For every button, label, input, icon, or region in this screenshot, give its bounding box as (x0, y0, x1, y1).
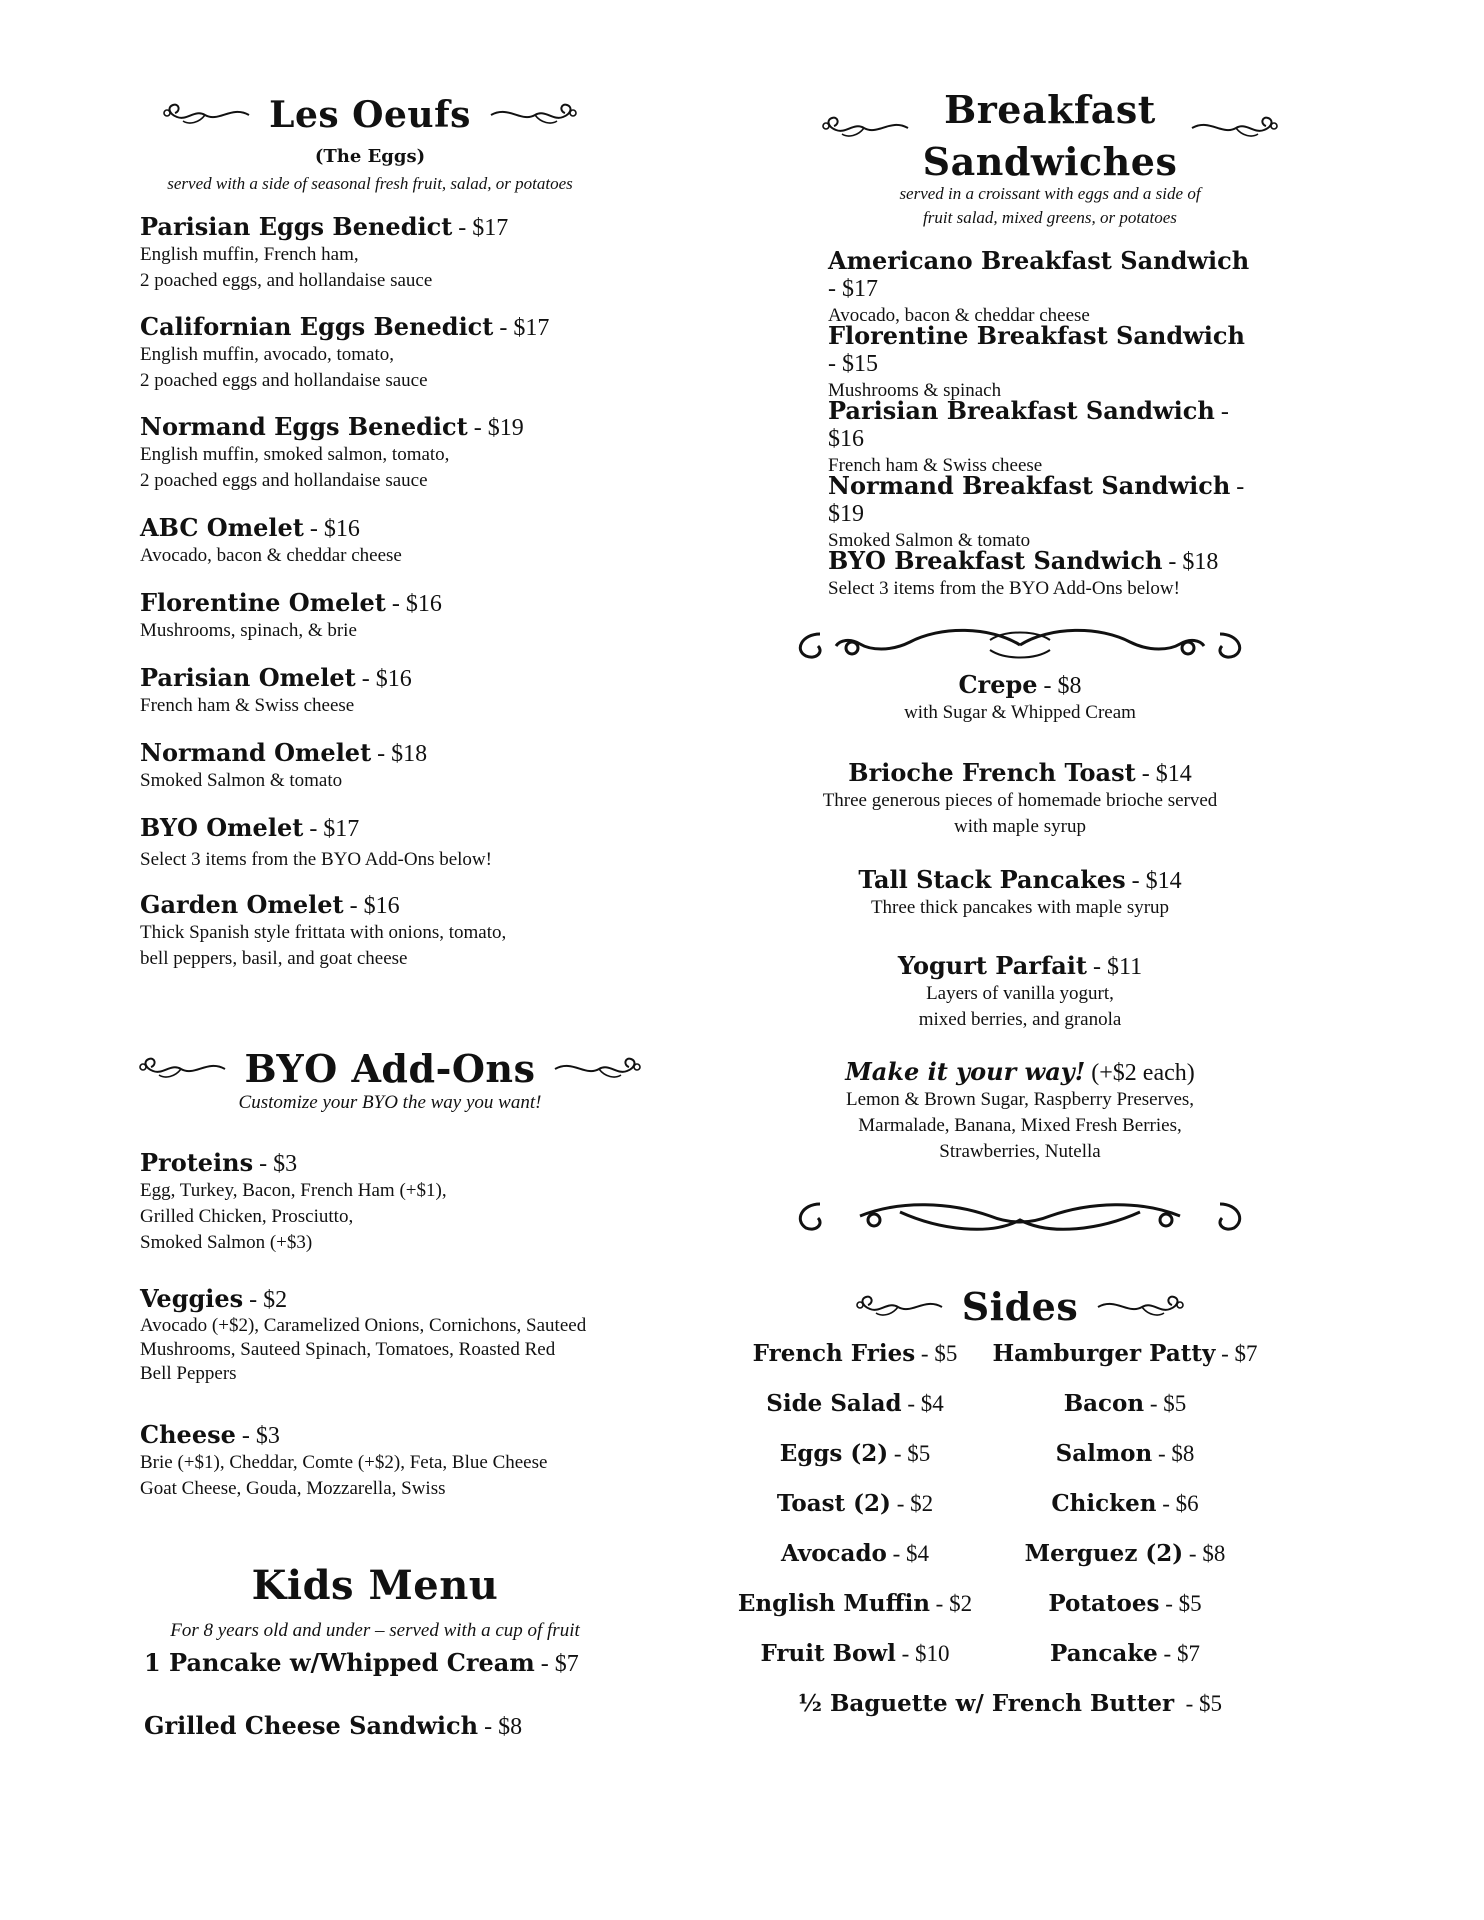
item-desc: with maple syrup (954, 816, 1086, 837)
sandwiches-note-line2: fruit salad, mixed greens, or potatoes (923, 208, 1177, 227)
item-name: Pancake (1050, 1640, 1158, 1667)
item-desc: Bell Peppers (140, 1363, 237, 1384)
flourish-right-icon (485, 101, 579, 129)
kids-title: Kids Menu (251, 1562, 499, 1609)
menu-item (140, 212, 508, 294)
item-price: - $11 (1086, 954, 1143, 980)
item-name: Avocado (780, 1540, 887, 1567)
item-desc: Grilled Chicken, Prosciutto, (140, 1206, 354, 1227)
item-price: (+$2 each) (1085, 1060, 1195, 1086)
item-name: Proteins (140, 1148, 254, 1177)
item-desc: 2 poached eggs and hollandaise sauce (140, 370, 428, 391)
item-desc: Select 3 items from the BYO Add-Ons below! (140, 849, 492, 870)
item-price: - $17 (303, 816, 360, 842)
item-price: - $7 (534, 1651, 579, 1677)
item-desc: French ham & Swiss cheese (140, 695, 355, 716)
menu-item (140, 513, 402, 569)
item-price: - $14 (1125, 868, 1182, 894)
item-price: - $16 (303, 516, 360, 542)
item-desc: English muffin, avocado, tomato, (140, 344, 394, 365)
item-name: ABC Omelet (140, 513, 304, 542)
item-price: - $10 (895, 1641, 950, 1666)
item-price: - $8 (1037, 673, 1082, 699)
item-name: Parisian Eggs Benedict (140, 212, 453, 241)
item-desc: Three thick pancakes with maple syrup (870, 897, 1170, 918)
item-name: English Muffin (737, 1590, 930, 1617)
item-price: - $4 (886, 1541, 930, 1566)
addons-header (120, 1044, 660, 1093)
item-price: - $7 (1215, 1341, 1258, 1366)
item-price: - $17 (452, 215, 509, 241)
item-name: Californian Eggs Benedict (140, 312, 494, 341)
item-name: ½ Baguette w/ French Butter (797, 1690, 1175, 1717)
item-name: Yogurt Parfait (897, 951, 1087, 980)
menu-item (140, 663, 412, 719)
item-desc: 2 poached eggs and hollandaise sauce (140, 470, 428, 491)
item-desc: with Sugar & Whipped Cream (904, 702, 1136, 723)
item-price: - $5 (888, 1441, 931, 1466)
oeufs-header (140, 92, 600, 139)
side-item (990, 1590, 1260, 1617)
item-price: - $16 (343, 893, 400, 919)
sandwiches-title-line2: Sandwiches (922, 139, 1178, 184)
item-name: Tall Stack Pancakes (858, 865, 1126, 894)
menu-item (140, 1420, 547, 1502)
item-price: - $2 (243, 1287, 288, 1313)
menu-item (140, 588, 442, 644)
parfait-item (790, 951, 1250, 1033)
item-price: - $14 (1135, 761, 1192, 787)
item-name: BYO Omelet (140, 813, 304, 842)
item-name: Parisian Omelet (140, 663, 356, 692)
item-desc: Mushrooms, spinach, & brie (140, 620, 357, 641)
sandwiches-header (820, 84, 1280, 188)
item-name: Bacon (1063, 1390, 1145, 1417)
item-name: Brioche French Toast (848, 758, 1136, 787)
item-name: Eggs (2) (779, 1440, 889, 1467)
item-price: - $18 (371, 741, 428, 767)
item-price: - $16 (355, 666, 412, 692)
item-price: - $16 (828, 399, 1229, 452)
item-desc: Mushrooms & spinach (828, 380, 1002, 401)
item-price: - $3 (235, 1423, 280, 1449)
item-desc: Three generous pieces of homemade brioche served (822, 790, 1218, 811)
item-price: - $15 (828, 351, 878, 377)
oeufs-subtitle: (The Eggs) (314, 146, 426, 167)
flourish-left-icon (820, 114, 914, 142)
item-name: Fruit Bowl (760, 1640, 896, 1667)
side-item (990, 1540, 1260, 1567)
item-price: - $2 (929, 1591, 973, 1616)
menu-item (140, 412, 524, 494)
item-price: - $6 (1156, 1491, 1199, 1516)
item-name: Grilled Cheese Sandwich (144, 1711, 479, 1740)
sides-title: Sides (961, 1284, 1079, 1329)
item-desc: Marmalade, Banana, Mixed Fresh Berries, (858, 1115, 1182, 1136)
item-desc: 2 poached eggs, and hollandaise sauce (140, 270, 433, 291)
item-desc: Smoked Salmon & tomato (828, 530, 1031, 551)
item-name: Parisian Breakfast Sandwich (828, 396, 1215, 425)
menu-item (140, 1148, 447, 1256)
oeufs-title: Les Oeufs (269, 94, 471, 136)
side-item (730, 1640, 980, 1667)
item-desc: mixed berries, and granola (918, 1009, 1122, 1030)
item-name: Salmon (1055, 1440, 1153, 1467)
side-item (990, 1390, 1260, 1417)
flourish-left-icon (137, 1055, 231, 1083)
item-price: - $8 (1183, 1541, 1226, 1566)
item-name: Garden Omelet (140, 890, 344, 919)
item-price: - $3 (253, 1151, 298, 1177)
item-desc: Goat Cheese, Gouda, Mozzarella, Swiss (140, 1478, 446, 1499)
menu-item (828, 546, 1218, 602)
item-name: Veggies (140, 1284, 244, 1313)
item-price: - $8 (1152, 1441, 1195, 1466)
side-item (790, 1690, 1230, 1717)
item-desc: bell peppers, basil, and goat cheese (140, 948, 408, 969)
item-desc: English muffin, French ham, (140, 244, 359, 265)
item-name: Cheese (140, 1420, 236, 1449)
item-desc: Avocado (+$2), Caramelized Onions, Cornichons, Sauteed (140, 1315, 587, 1336)
flourish-left-icon (161, 101, 255, 129)
item-price: - $2 (890, 1491, 934, 1516)
item-price: - $19 (467, 415, 524, 441)
menu-item (828, 321, 1250, 404)
sandwiches-title-line1: Breakfast (944, 87, 1156, 132)
item-name: French Fries (752, 1340, 916, 1367)
item-name: Chicken (1051, 1490, 1157, 1517)
item-price: - $16 (385, 591, 442, 617)
menu-item (140, 813, 492, 873)
flourish-right-icon (1186, 114, 1280, 142)
side-item (730, 1390, 980, 1417)
side-item (730, 1340, 980, 1367)
item-desc: Brie (+$1), Cheddar, Comte (+$2), Feta, Blue Cheese (140, 1452, 548, 1473)
sandwiches-note-line1: served in a croissant with eggs and a side of (899, 184, 1201, 203)
item-name: Hamburger Patty (992, 1340, 1216, 1367)
menu-item (144, 1648, 579, 1678)
item-desc: Strawberries, Nutella (939, 1141, 1101, 1162)
item-price: - $19 (828, 474, 1245, 527)
item-name: Florentine Breakfast Sandwich (828, 321, 1245, 350)
item-name: Florentine Omelet (140, 588, 386, 617)
item-name: Merguez (2) (1024, 1540, 1184, 1567)
item-desc: Smoked Salmon & tomato (140, 770, 343, 791)
item-price: - $4 (901, 1391, 944, 1416)
item-desc: Thick Spanish style frittata with onions, tomato, (140, 922, 507, 943)
item-price: - $5 (915, 1341, 958, 1366)
menu-item (828, 471, 1250, 554)
menu-item (140, 312, 549, 394)
side-item (730, 1490, 980, 1517)
menu-item (828, 246, 1250, 329)
item-name: Normand Breakfast Sandwich (828, 471, 1231, 500)
flourish-left-icon (854, 1293, 948, 1321)
item-desc: Lemon & Brown Sugar, Raspberry Preserves, (845, 1089, 1195, 1110)
item-desc: Mushrooms, Sauteed Spinach, Tomatoes, Roasted Red (140, 1339, 556, 1360)
flourish-right-icon (1092, 1293, 1186, 1321)
side-item (990, 1490, 1260, 1517)
item-price: - $17 (828, 276, 878, 302)
item-desc: Egg, Turkey, Bacon, French Ham (+$1), (140, 1180, 447, 1201)
menu-item (144, 1711, 522, 1741)
item-desc: Layers of vanilla yogurt, (926, 983, 1114, 1004)
kids-note: For 8 years old and under – served with a cup of fruit (170, 1620, 580, 1641)
menu-item (140, 738, 427, 794)
item-price: - $18 (1162, 549, 1219, 575)
side-item (730, 1540, 980, 1567)
item-desc: Select 3 items from the BYO Add-Ons below! (828, 578, 1180, 599)
item-desc: English muffin, smoked salmon, tomato, (140, 444, 450, 465)
sandwiches-note (820, 182, 1280, 230)
item-name: Potatoes (1048, 1590, 1160, 1617)
custom-item (790, 1057, 1250, 1165)
item-name: BYO Breakfast Sandwich (828, 546, 1163, 575)
item-name: 1 Pancake w/Whipped Cream (144, 1648, 535, 1677)
side-item (730, 1440, 980, 1467)
addons-note: Customize your BYO the way you want! (238, 1092, 542, 1113)
item-desc: Smoked Salmon (+$3) (140, 1232, 313, 1253)
item-name: Americano Breakfast Sandwich (828, 246, 1250, 275)
item-price: - $5 (1174, 1691, 1223, 1716)
item-name: Make it your way! (845, 1057, 1086, 1086)
item-desc: French ham & Swiss cheese (828, 455, 1043, 476)
side-item (990, 1440, 1260, 1467)
item-price: - $5 (1144, 1391, 1187, 1416)
divider-flourish-icon (790, 620, 1250, 670)
item-name: Normand Eggs Benedict (140, 412, 468, 441)
item-price: - $7 (1157, 1641, 1200, 1666)
crepe-item (790, 670, 1250, 726)
item-desc: Avocado, bacon & cheddar cheese (828, 305, 1090, 326)
pancakes-item (790, 865, 1250, 921)
item-name: Normand Omelet (140, 738, 372, 767)
item-name: Side Salad (766, 1390, 902, 1417)
addons-title: BYO Add-Ons (244, 1046, 536, 1091)
item-desc: Avocado, bacon & cheddar cheese (140, 545, 402, 566)
menu-item (140, 1284, 680, 1386)
menu-item (140, 890, 506, 972)
item-price: - $5 (1159, 1591, 1202, 1616)
item-price: - $17 (493, 315, 550, 341)
side-item (990, 1340, 1260, 1367)
item-name: Crepe (958, 670, 1038, 699)
item-name: Toast (2) (776, 1490, 891, 1517)
item-price: - $8 (478, 1714, 523, 1740)
side-item (730, 1590, 980, 1617)
flourish-right-icon (549, 1055, 643, 1083)
toast-item (790, 758, 1250, 840)
sides-header (820, 1282, 1220, 1331)
oeufs-note: served with a side of seasonal fresh fruit, salad, or potatoes (167, 174, 573, 193)
side-item (990, 1640, 1260, 1667)
divider-flourish-icon (790, 1190, 1250, 1246)
menu-item (828, 396, 1250, 479)
